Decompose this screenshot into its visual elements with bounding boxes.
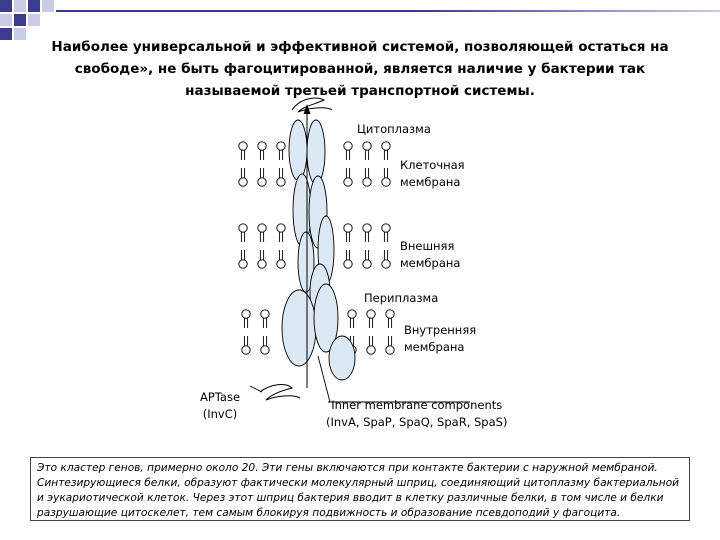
label-inner-membrane xyxy=(404,322,476,356)
label-outer-membrane-line2: мембрана xyxy=(400,256,461,270)
label-outer-membrane-line1: Внешняя xyxy=(400,239,455,253)
page-title: Наиболее универсальной и эффективной системой, позволяющей остаться на свободе», не быть фагоцитированной, является наличие у бактерии так называемой третьей транспортной системы. xyxy=(51,39,669,99)
label-inner-components-line1: Inner membrane components xyxy=(331,398,503,412)
label-cell-membrane-line1: Клеточная xyxy=(400,158,465,172)
label-cell-membrane xyxy=(400,157,465,191)
label-inner-components-line2: (InvA, SpaP, SpaQ, SpaR, SpaS) xyxy=(326,415,508,429)
caption-box: Это кластер генов, примерно около 20. Эти гены включаются при контакте бактерии с наружной мембраной. Синтезирующиеся белки, образуют фактически молекулярный шприц, соединяющий цитоплазму бактериальной и эукариотической клеток. Через этот шприц бактерия вводит в клетку различные белки, в том числе и белки разрушающие цитоскелет, тем самым блокируя подвижность и образование псевдоподий у фагоцита. xyxy=(30,457,690,521)
label-inner-membrane-line1: Внутренняя xyxy=(404,323,477,337)
label-cytoplasm: Цитоплазма xyxy=(357,122,431,136)
label-inner-membrane-line2: мембрана xyxy=(404,340,465,354)
label-atpase xyxy=(200,389,240,423)
label-inner-components xyxy=(326,397,507,431)
label-cell-membrane-line2: мембрана xyxy=(400,175,461,189)
label-periplasm: Периплазма xyxy=(364,291,439,305)
label-pointer-lines xyxy=(250,356,470,402)
label-atpase-line2: (InvC) xyxy=(202,407,238,421)
label-outer-membrane xyxy=(400,238,460,272)
label-atpase-line1: APTase xyxy=(200,390,241,404)
needle-complex xyxy=(282,120,355,380)
